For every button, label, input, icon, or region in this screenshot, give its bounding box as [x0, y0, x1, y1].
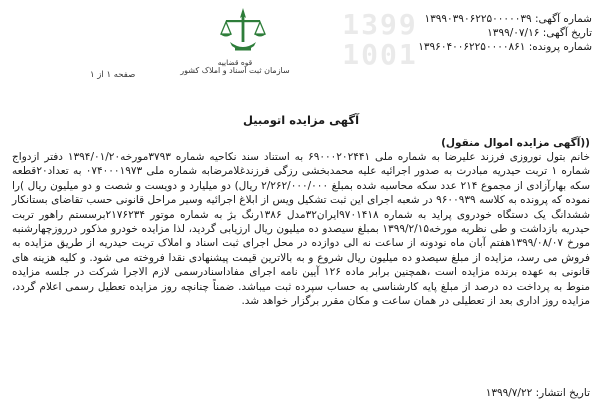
notice-body: [12, 150, 590, 308]
page-indicator: صفحه ۱ از ۱: [90, 70, 136, 80]
notice-meta: [418, 12, 592, 54]
organization-name: سازمان ثبت اسناد و املاک کشور: [180, 66, 290, 75]
notice-title: آگهی مزایده اتومبیل: [242, 113, 360, 127]
judiciary-label: قوه قضاییه: [217, 58, 253, 67]
publish-date: تاریخ انتشار: ۱۳۹۹/۷/۲۲: [485, 387, 590, 399]
notice-paragraph: خانم بتول نوروزی فرزند علیرضا به شماره ملی ۶۹۰۰۰۲۰۲۴۴۱ به استناد سند نکاحیه شماره ۳۷۹۳مورخه۱۳۹۴/۰۱/۲۰ دفتر ازدواج شماره ۱ تربت حیدریه مبادرت به صدور اجرائیه علیه محمدبخشی رزگی فرزندغلامرضابه شماره ملی ۰۷۴۰۰۰۱۹۷۳ به تعداد۲۰قطعه سکه بهارآزادی از مجموع ۲۱۴ عدد سکه محاسبه شده بمبلغ ۲/۲۶۲/۰۰۰/۰۰۰ ریال) دو میلیارد و دویست و شصت و دو میلیون ریال )را نموده که پرونده به کلاسه ۹۶۰۰۹۳۹ در شعبه اجرای این ثبت تشکیل ویس از ابلاغ اجرائیه وسیر مراحل قانونی حسب تقاضای بستانکار ششدانگ یک دستگاه خودروی پراید به شماره ۹۷۰۱۴۱۸ایران۳۲مدل ۱۳۸۶رنگ بژ به شماره موتور ۲۱۷۶۲۳۴برسستم راهور تربت حیدریه بازداشت و طی نظریه مورخه۱۳۹۹/۲/۱۵ بمبلغ سیصدو ده میلیون ریال ارزیابی گردید، لذا مزایده خودرو مذکور درروزچهارشنبه مورخ ۱۳۹۹/۰۸/۰۷هفتم آبان ماه نودونه از ساعت نه الی دوازده در محل اجرای ثبت اسناد و املاک تربت حیدریه از طریق مزایده به فروش می رسد، مزایده از مبلغ سیصدو ده میلیون ریال شروع و به بالاترین قیمت پیشنهادی نقدا فروخته می شود. و کلیه هزینه های قانونی به عهده برنده مزایده است ،همچنین برابر ماده ۱۲۶ آیین نامه اجرای مفاداسنادرسمی لازم الاجرا شرکت در جلسه مزایده منوط به پرداخت ده درصد از مبلغ پایه کارشناسی به حساب سپرده ثبت میباشد. ضمناً چنانچه روز مزایده تعطیل رسمی اعلام گردد، مزایده روز اداری بعد از تعطیلی در همان ساعت و مکان مقرر برگزار خواهد شد.: [12, 151, 591, 308]
notice-number: شماره آگهی: ۱۳۹۹۰۳۹۰۶۲۲۵۰۰۰۰۰۳۹: [424, 13, 592, 25]
judiciary-emblem-icon: [218, 4, 268, 58]
notice-date: تاریخ آگهی: ۱۳۹۹/۰۷/۱۶: [487, 27, 592, 39]
notice-subtitle: ((آگهی مزایده اموال منقول): [441, 137, 590, 149]
watermark: 1399 1001: [342, 8, 418, 71]
file-number: شماره پرونده: ۱۳۹۶۰۴۰۰۶۲۲۵۰۰۰۰۸۶۱: [418, 41, 592, 53]
